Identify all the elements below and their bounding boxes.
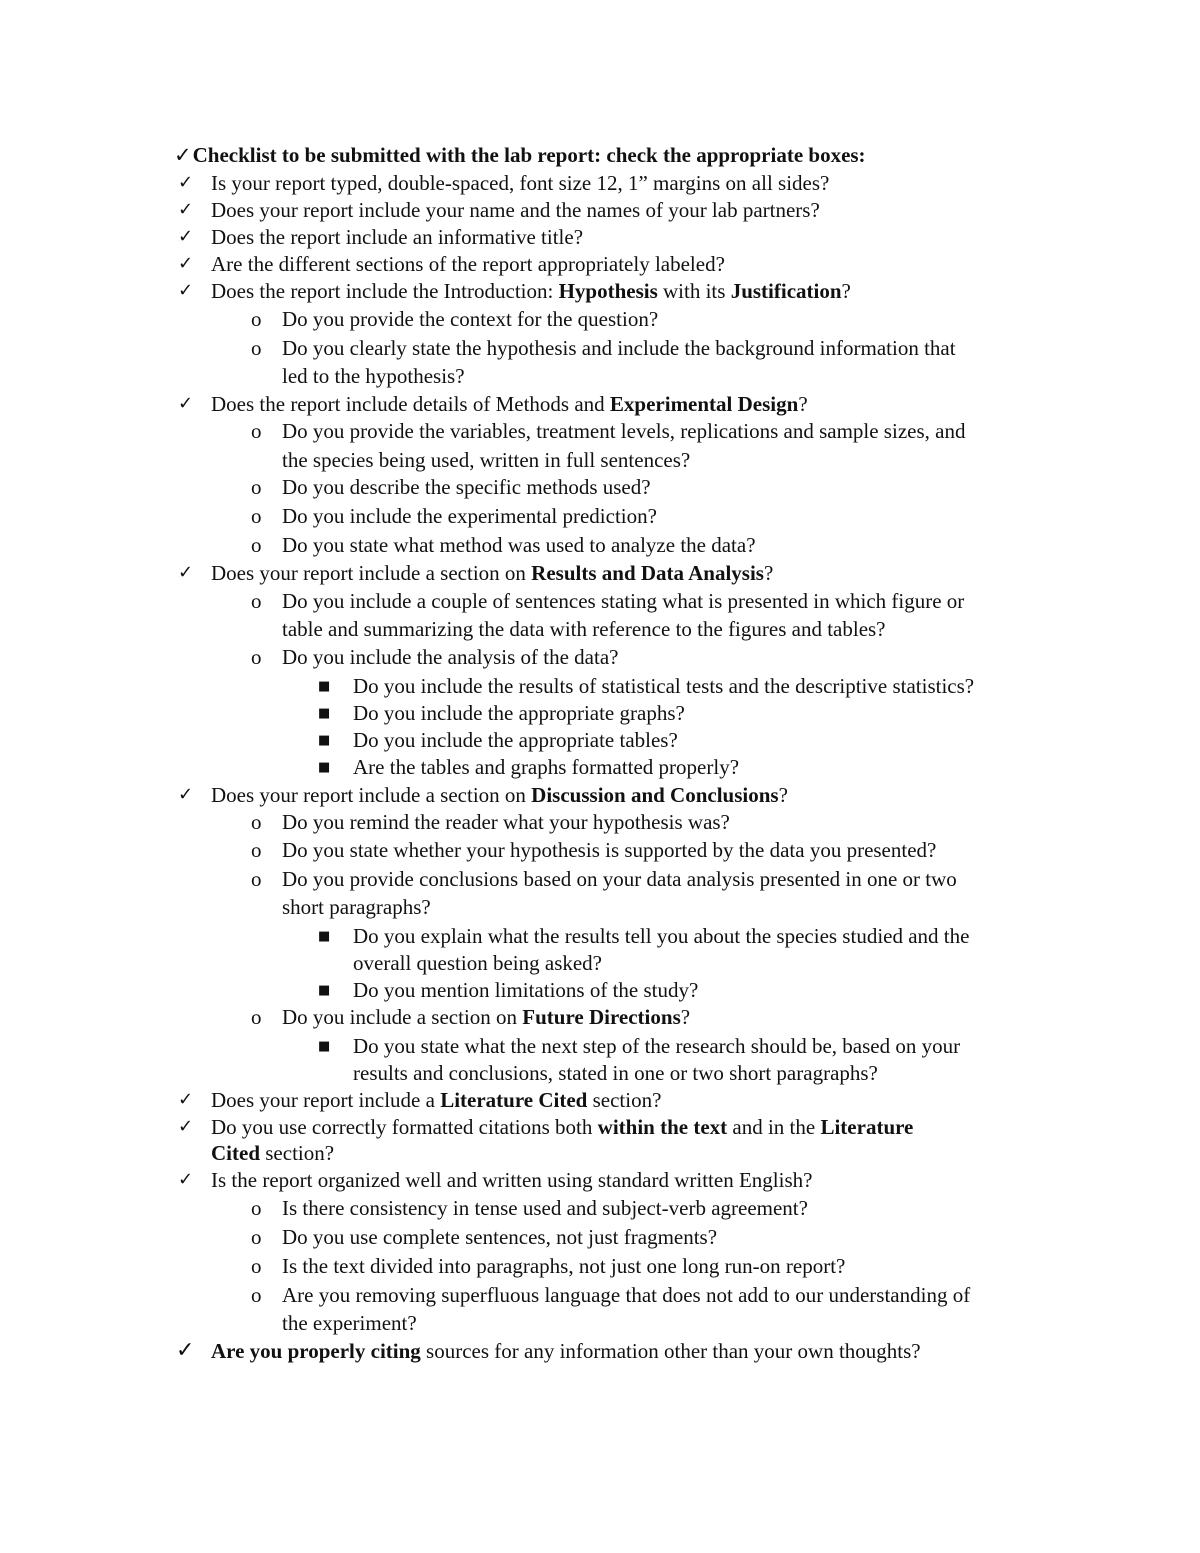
check-mark-icon: ✓ <box>178 784 194 805</box>
circle-bullet-icon: o <box>251 589 262 613</box>
item-text: ? <box>841 279 851 303</box>
checklist-item <box>211 278 851 305</box>
checklist-subitem: Is there consistency in tense used and subject-verb agreement? <box>282 1196 808 1220</box>
checklist-subitem-continuation: short paragraphs? <box>282 895 431 919</box>
checklist-subitem: Do you state what method was used to analyze the data? <box>282 533 756 557</box>
square-bullet-icon: ■ <box>318 929 331 944</box>
circle-bullet-icon: o <box>251 504 262 528</box>
checklist-subsubitem-continuation: results and conclusions, stated in one or two short paragraphs? <box>353 1061 878 1085</box>
item-bold-text: Literature <box>820 1115 914 1139</box>
square-bullet-icon: ■ <box>318 733 331 748</box>
checklist-subitem: Do you state whether your hypothesis is supported by the data you presented? <box>282 838 937 862</box>
checklist-subitem: Do you describe the specific methods used? <box>282 475 651 499</box>
item-bold-text: Future Directions <box>522 1005 681 1029</box>
square-bullet-icon: ■ <box>318 760 331 775</box>
circle-bullet-icon: o <box>251 475 262 499</box>
item-text: Does your report include a section on <box>211 783 532 807</box>
checklist-subitem: Do you use complete sentences, not just fragments? <box>282 1225 718 1249</box>
check-mark-icon: ✓ <box>178 172 194 193</box>
checklist-subitem: Do you include a couple of sentences stating what is presented in which figure or <box>282 589 965 613</box>
check-mark-icon: ✓ <box>178 226 194 247</box>
checklist-subitem-continuation: table and summarizing the data with reference to the figures and tables? <box>282 617 886 641</box>
checklist-subitem-continuation: the experiment? <box>282 1311 417 1335</box>
checklist-subitem: Do you include the experimental prediction? <box>282 504 657 528</box>
circle-bullet-icon: o <box>251 419 262 443</box>
check-mark-icon: ✓ <box>178 393 194 414</box>
checklist-item <box>211 560 773 587</box>
item-bold-text: Cited <box>211 1141 260 1165</box>
checklist-item: Does the report include an informative title? <box>211 225 584 249</box>
item-text: Does your report include a <box>211 1088 441 1112</box>
checklist-subitem: Do you include the analysis of the data? <box>282 645 619 669</box>
checklist-item: Does your report include your name and the names of your lab partners? <box>211 198 820 222</box>
item-bold-text: Experimental Design <box>609 392 799 416</box>
checklist-subsubitem: Do you mention limitations of the study? <box>353 978 699 1002</box>
circle-bullet-icon: o <box>251 1196 262 1220</box>
item-bold-text: Hypothesis <box>558 279 658 303</box>
item-bold-text: within the text <box>597 1115 728 1139</box>
circle-bullet-icon: o <box>251 533 262 557</box>
checklist-subitem-continuation: the species being used, written in full sentences? <box>282 448 691 472</box>
item-text: section? <box>260 1141 335 1165</box>
circle-bullet-icon: o <box>251 838 262 862</box>
checklist-subsubitem: Do you include the appropriate graphs? <box>353 701 685 725</box>
checklist-subitem: Do you provide conclusions based on your data analysis presented in one or two <box>282 867 957 891</box>
checklist-subitem-continuation: led to the hypothesis? <box>282 364 465 388</box>
checklist-item <box>211 782 788 809</box>
circle-bullet-icon: o <box>251 336 262 360</box>
checklist-subitem: Are you removing superfluous language that does not add to our understanding of <box>282 1283 971 1307</box>
item-text: sources for any information other than your own thoughts? <box>420 1339 921 1363</box>
checklist-subsubitem: Are the tables and graphs formatted properly? <box>353 755 740 779</box>
checklist-subitem <box>282 1004 690 1031</box>
square-bullet-icon: ■ <box>318 679 331 694</box>
square-bullet-icon: ■ <box>318 706 331 721</box>
item-text: ? <box>798 392 808 416</box>
check-mark-icon: ✓ <box>174 143 192 167</box>
item-text: Do you use correctly formatted citations both <box>211 1115 598 1139</box>
item-bold-text: Literature Cited <box>440 1088 588 1112</box>
item-text: with its <box>657 279 731 303</box>
item-bold-text: Justification <box>730 279 842 303</box>
checklist-heading <box>174 143 866 168</box>
checklist-subitem: Do you remind the reader what your hypothesis was? <box>282 810 730 834</box>
item-text: Does the report include the Introduction: <box>211 279 559 303</box>
circle-bullet-icon: o <box>251 1283 262 1307</box>
item-text: section? <box>587 1088 662 1112</box>
circle-bullet-icon: o <box>251 645 262 669</box>
square-bullet-icon: ■ <box>318 1039 331 1054</box>
check-mark-icon: ✓ <box>178 1089 194 1110</box>
check-mark-icon: ✓ <box>178 253 194 274</box>
check-mark-icon: ✓ <box>178 562 194 583</box>
circle-bullet-icon: o <box>251 810 262 834</box>
check-mark-icon: ✓ <box>178 1116 194 1137</box>
checklist-heading-text: Checklist to be submitted with the lab report: check the appropriate boxes: <box>192 143 866 167</box>
checklist-subsubitem: Do you include the appropriate tables? <box>353 728 678 752</box>
item-text: Does your report include a section on <box>211 561 532 585</box>
item-text: ? <box>763 561 774 585</box>
item-text: ? <box>778 783 788 807</box>
circle-bullet-icon: o <box>251 1005 262 1029</box>
checklist-subsubitem: Do you state what the next step of the research should be, based on your <box>353 1034 961 1058</box>
checklist-item: Is your report typed, double-spaced, font size 12, 1” margins on all sides? <box>211 171 830 195</box>
checklist-item <box>211 1338 921 1365</box>
checklist-subsubitem: Do you include the results of statistical tests and the descriptive statistics? <box>353 674 975 698</box>
checklist-item <box>211 1114 913 1141</box>
square-bullet-icon: ■ <box>318 983 331 998</box>
checklist-subsubitem-continuation: overall question being asked? <box>353 951 603 975</box>
checklist-item <box>211 1087 661 1114</box>
checklist-item: Are the different sections of the report appropriately labeled? <box>211 252 725 276</box>
checklist-subitem: Do you provide the context for the question? <box>282 307 659 331</box>
check-mark-icon: ✓ <box>178 280 194 301</box>
circle-bullet-icon: o <box>251 867 262 891</box>
checklist-subsubitem: Do you explain what the results tell you about the species studied and the <box>353 924 970 948</box>
item-bold-text: Are you properly citing <box>211 1339 421 1363</box>
item-text: Does the report include details of Methods and <box>211 392 610 416</box>
circle-bullet-icon: o <box>251 1254 262 1278</box>
checklist-item: Is the report organized well and written using standard written English? <box>211 1168 813 1192</box>
check-mark-icon: ✓ <box>178 1169 194 1190</box>
item-text: Do you include a section on <box>282 1005 523 1029</box>
checklist-item <box>211 391 808 418</box>
circle-bullet-icon: o <box>251 307 262 331</box>
checklist-item-continuation <box>211 1140 334 1167</box>
item-bold-text: Discussion and Conclusions <box>531 783 779 807</box>
checklist-subitem: Do you provide the variables, treatment levels, replications and sample sizes, and <box>282 419 966 443</box>
checklist-subitem: Is the text divided into paragraphs, not just one long run-on report? <box>282 1254 846 1278</box>
item-text: and in the <box>727 1115 821 1139</box>
check-mark-icon: ✓ <box>178 199 194 220</box>
circle-bullet-icon: o <box>251 1225 262 1249</box>
item-text: ? <box>680 1005 691 1029</box>
item-bold-text: Results and Data Analysis <box>531 561 764 585</box>
check-mark-icon: ✓ <box>176 1338 195 1363</box>
checklist-subitem: Do you clearly state the hypothesis and include the background information that <box>282 336 956 360</box>
